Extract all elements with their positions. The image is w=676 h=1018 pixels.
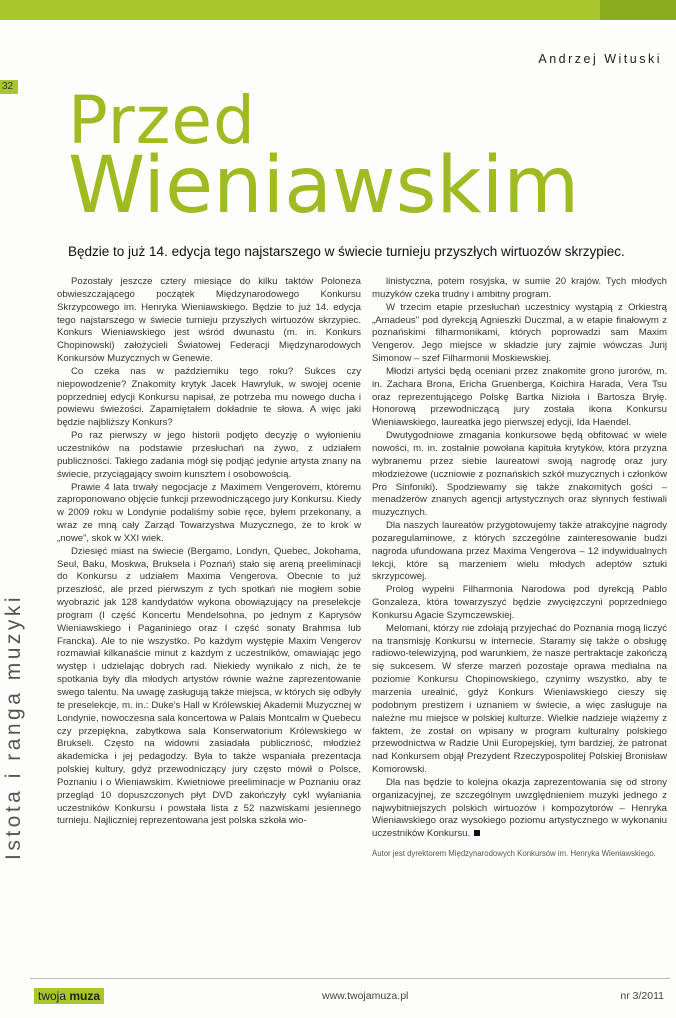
- paragraph: Dwutygodniowe zmagania konkursowe będą obfitować w wiele nowości, m. in. zostałnie powołana kapituła krytyków, która przyzna wybranemu przez siebie laureatowi swoją nagrodę oraz jury młodzieżowe (uczniowie z poznańskich szkół muzycznych i członków Pro Sinfoniki). Spodziewamy się także znakomitych gości – menadżerów znanych agencji artystycznych oraz słynnych festiwali muzycznych.: [372, 430, 667, 519]
- paragraph: Dziesięć miast na świecie (Bergamo, Londyn, Quebec, Jokohama, Seul, Baku, Moskwa, Bruksela i Poznań) stało się areną preeliminacji do Konkursu z udziałem Maxima Vengerova. Obecnie to już przeszłość, ale przed pierwszym z tych spotkań nie mogłem sobie wyobrazić jak 128 kandydatów wykona obowiązujący na preselekcje program (I część Koncertu Mendelsohna, po jednym z Kaprysów Wieniawskiego i Paganiniego oraz I część sonaty Brahmsa lub Francka). Ale to nie wszystko. Po każdym występie Maxim Vengerov rozmawiał kilkanaście minut z każdym z uczestników, omawiając jego występ i udzielając dobrych rad. Niekiedy wynikało z nich, że te spotkania były dla młodych artystów równie ważne zaprezentowanie swego talentu. Na uwagę zasługują także miejsca, w których się odbyły te preselekcje, m. in.: Duke's Hall w Królewskiej Akademii Muzycznej w Londynie, nowoczesna sala koncertowa w Palais Montcalm w Quebecu czy przepiękna, zabytkowa sala Konserwatorium Królewskiego w Brukseli. Często na widowni zasiadała publiczność, młodzież akademicka i jej pedagodzy. Była to także wspaniała prezentacja polskiej kultury, gdyż przewodniczący jury często mówił o Polsce, Poznaniu i o Wieniawskim. Kwietniowe preeliminacje w Poznaniu oraz przegląd 10 dopuszczonych płyt DVD zakończyły cykl wyłaniania uczestników Konkursu i powstała lista z 52 nazwiskami jesiennego turnieju. Najliczniej reprezentowana jest polska szkoła wio-: [57, 545, 361, 827]
- paragraph: Młodzi artyści będą oceniani przez znakomite grono jurorów, m. in. Zachara Brona, Ericha Gruenberga, Koichira Harada, Vera Tsu oraz reprezentującego Polskę Bartka Nizioła i Bartosza Bryłę. Honorową przewodniczącą jury została ikona Konkursu Wieniawskiego, laureatka jego pierwszej edycji, Ida Haendel.: [372, 365, 667, 429]
- top-color-band-accent: [600, 0, 676, 20]
- brand-word-bold: muza: [69, 989, 101, 1003]
- section-vertical-label: Istota i ranga muzyki: [2, 593, 25, 860]
- issue-number: nr 3/2011: [620, 990, 664, 1002]
- article-column-right: [372, 276, 667, 859]
- author-footnote: Autor jest dyrektorem Międzynarodowych Konkursów im. Henryka Wieniawskiego.: [372, 849, 656, 859]
- paragraph: Co czeka nas w październiku tego roku? Sukces czy niepowodzenie? Znakomity krytyk Jacek Hawryluk, w swojej ocenie poprzedniej edycji Konkursu napisał, że potrzeba mu nowego ducha i powiewu świeżości. Zapamiętałem dokładnie te słowa. A więc jaki będzie najbliższy Konkurs?: [57, 365, 361, 429]
- paragraph: Prawie 4 lata trwały negocjacje z Maximem Vengerovem, któremu zaproponowano objęcie funkcji przewodniczącego jury Konkursu. Kiedy w 2009 roku w Londynie podaliśmy sobie ręce, byłem przekonany, a wraz ze mną cały Zarząd Towarzystwa Muzycznego, że to krok w „nowe”, skok w XXI wiek.: [57, 481, 361, 544]
- author-name: Andrzej Wituski: [538, 52, 662, 66]
- brand-word-normal: twoja: [38, 989, 70, 1003]
- paragraph: W trzecim etapie przesłuchań uczestnicy wystąpią z Orkiestrą „Amadeus” pod dyrekcją Agnieszki Duczmal, a w etapie finałowym z poznańskimi filharmonikami, których poprowadzi sam Maxim Vengerov. Jego miejsce w składzie jury zajmie wówczas Jurij Simonow – szef Filharmonii Moskiewskiej.: [372, 301, 667, 365]
- paragraph: Melomani, którzy nie zdołają przyjechać do Poznania mogą liczyć na transmisję Konkursu w internecie. Staramy się także o obsługę radiowo-telewizyjną, pod warunkiem, że nasze pertraktacje zakończą się sukcesem. W sferze marzeń pozostaje oprawa medialna na poziomie Konkursu Chopinowskiego, czynimy wszystko, aby te marzenia urealnić, gdyż Konkurs Wieniawskiego cieszy się podobnym prestiżem i uznaniem w świecie, a więc zasługuje na należne mu miejsce w polskiej kulturze. Wielkie nadzieje wiążemy z faktem, że został on wpisany w program kulturalny polskiego przewodnictwa w Radzie Unii Europejskiej, tym bardziej, że patronat nad Konkursem objął Prezydent Rzeczypospolitej Polskiej Bronisław Komorowski.: [372, 622, 667, 776]
- paragraph-final-text: Dla nas będzie to kolejna okazja zaprezentowania się od strony organizacyjnej, ze szczególnym uwzględnieniem muzyki jednego z najwybitniejszych polskich wirtuozów i kompozytorów – Henryka Wieniawskiego oraz wysokiego poziomu artystycznego w wykonaniu uczestników Konkursu.: [372, 776, 667, 840]
- footer-divider: [30, 978, 670, 979]
- paragraph: Pozostały jeszcze cztery miesiące do kilku taktów Poloneza obwieszczającego początek Międzynarodowego Konkursu Skrzypcowego im. Henryka Wieniawskiego. Będzie to już 14. edycja tego najstarszego w świecie turnieju przyszłych wirtuozów skrzypiec. Konkurs Wieniawskiego jest wśród dwunastu (m. in. Konkurs Chopinowski) założycieli Światowej Federacji Międzynarodowych Konkursów Muzycznych w Genewie.: [57, 276, 361, 365]
- magazine-brand: [34, 988, 104, 1004]
- end-of-article-mark: [474, 830, 480, 836]
- paragraph: Dla naszych laureatów przygotowujemy także atrakcyjne nagrody pozaregulaminowe, z których szczególne zainteresowanie budzi nagroda ufundowana przez Maxima Vengerova – 12 indywidualnych lekcji, które są marzeniem wielu młodych adeptów sztuki skrzypcowej.: [372, 520, 667, 583]
- article-subtitle: Będzie to już 14. edycja tego najstarszego w świecie turnieju przyszłych wirtuozów skrzypiec.: [68, 244, 625, 259]
- page-number: 32: [2, 81, 14, 92]
- paragraph: Prolog wypełni Filharmonia Narodowa pod dyrekcją Pablo Gonzaleza, która towarzyszyć będzie zwycięzczyni poprzedniego Konkursu Agacie Szymczewskiej.: [372, 584, 667, 621]
- paragraph: Po raz pierwszy w jego historii podjęto decyzję o wyłonieniu uczestników na podstawie przesłuchań na żywo, z udziałem publiczności. Takiego zadania mógł się podjąć jedynie artysta znany na świecie, przyciągający swoim kunsztem i osobowością.: [57, 430, 361, 480]
- top-color-band: [0, 0, 676, 20]
- paragraph-final: [372, 777, 667, 841]
- paragraph: linistyczna, potem rosyjska, w sumie 20 krajów. Tych młodych muzyków czeka trudny i ambitny program.: [372, 276, 667, 300]
- title-line-2: Wieniawskim: [68, 141, 580, 231]
- magazine-url[interactable]: www.twojamuza.pl: [322, 990, 409, 1002]
- article-column-left: [57, 276, 361, 828]
- title-line-1: Przed: [68, 82, 256, 159]
